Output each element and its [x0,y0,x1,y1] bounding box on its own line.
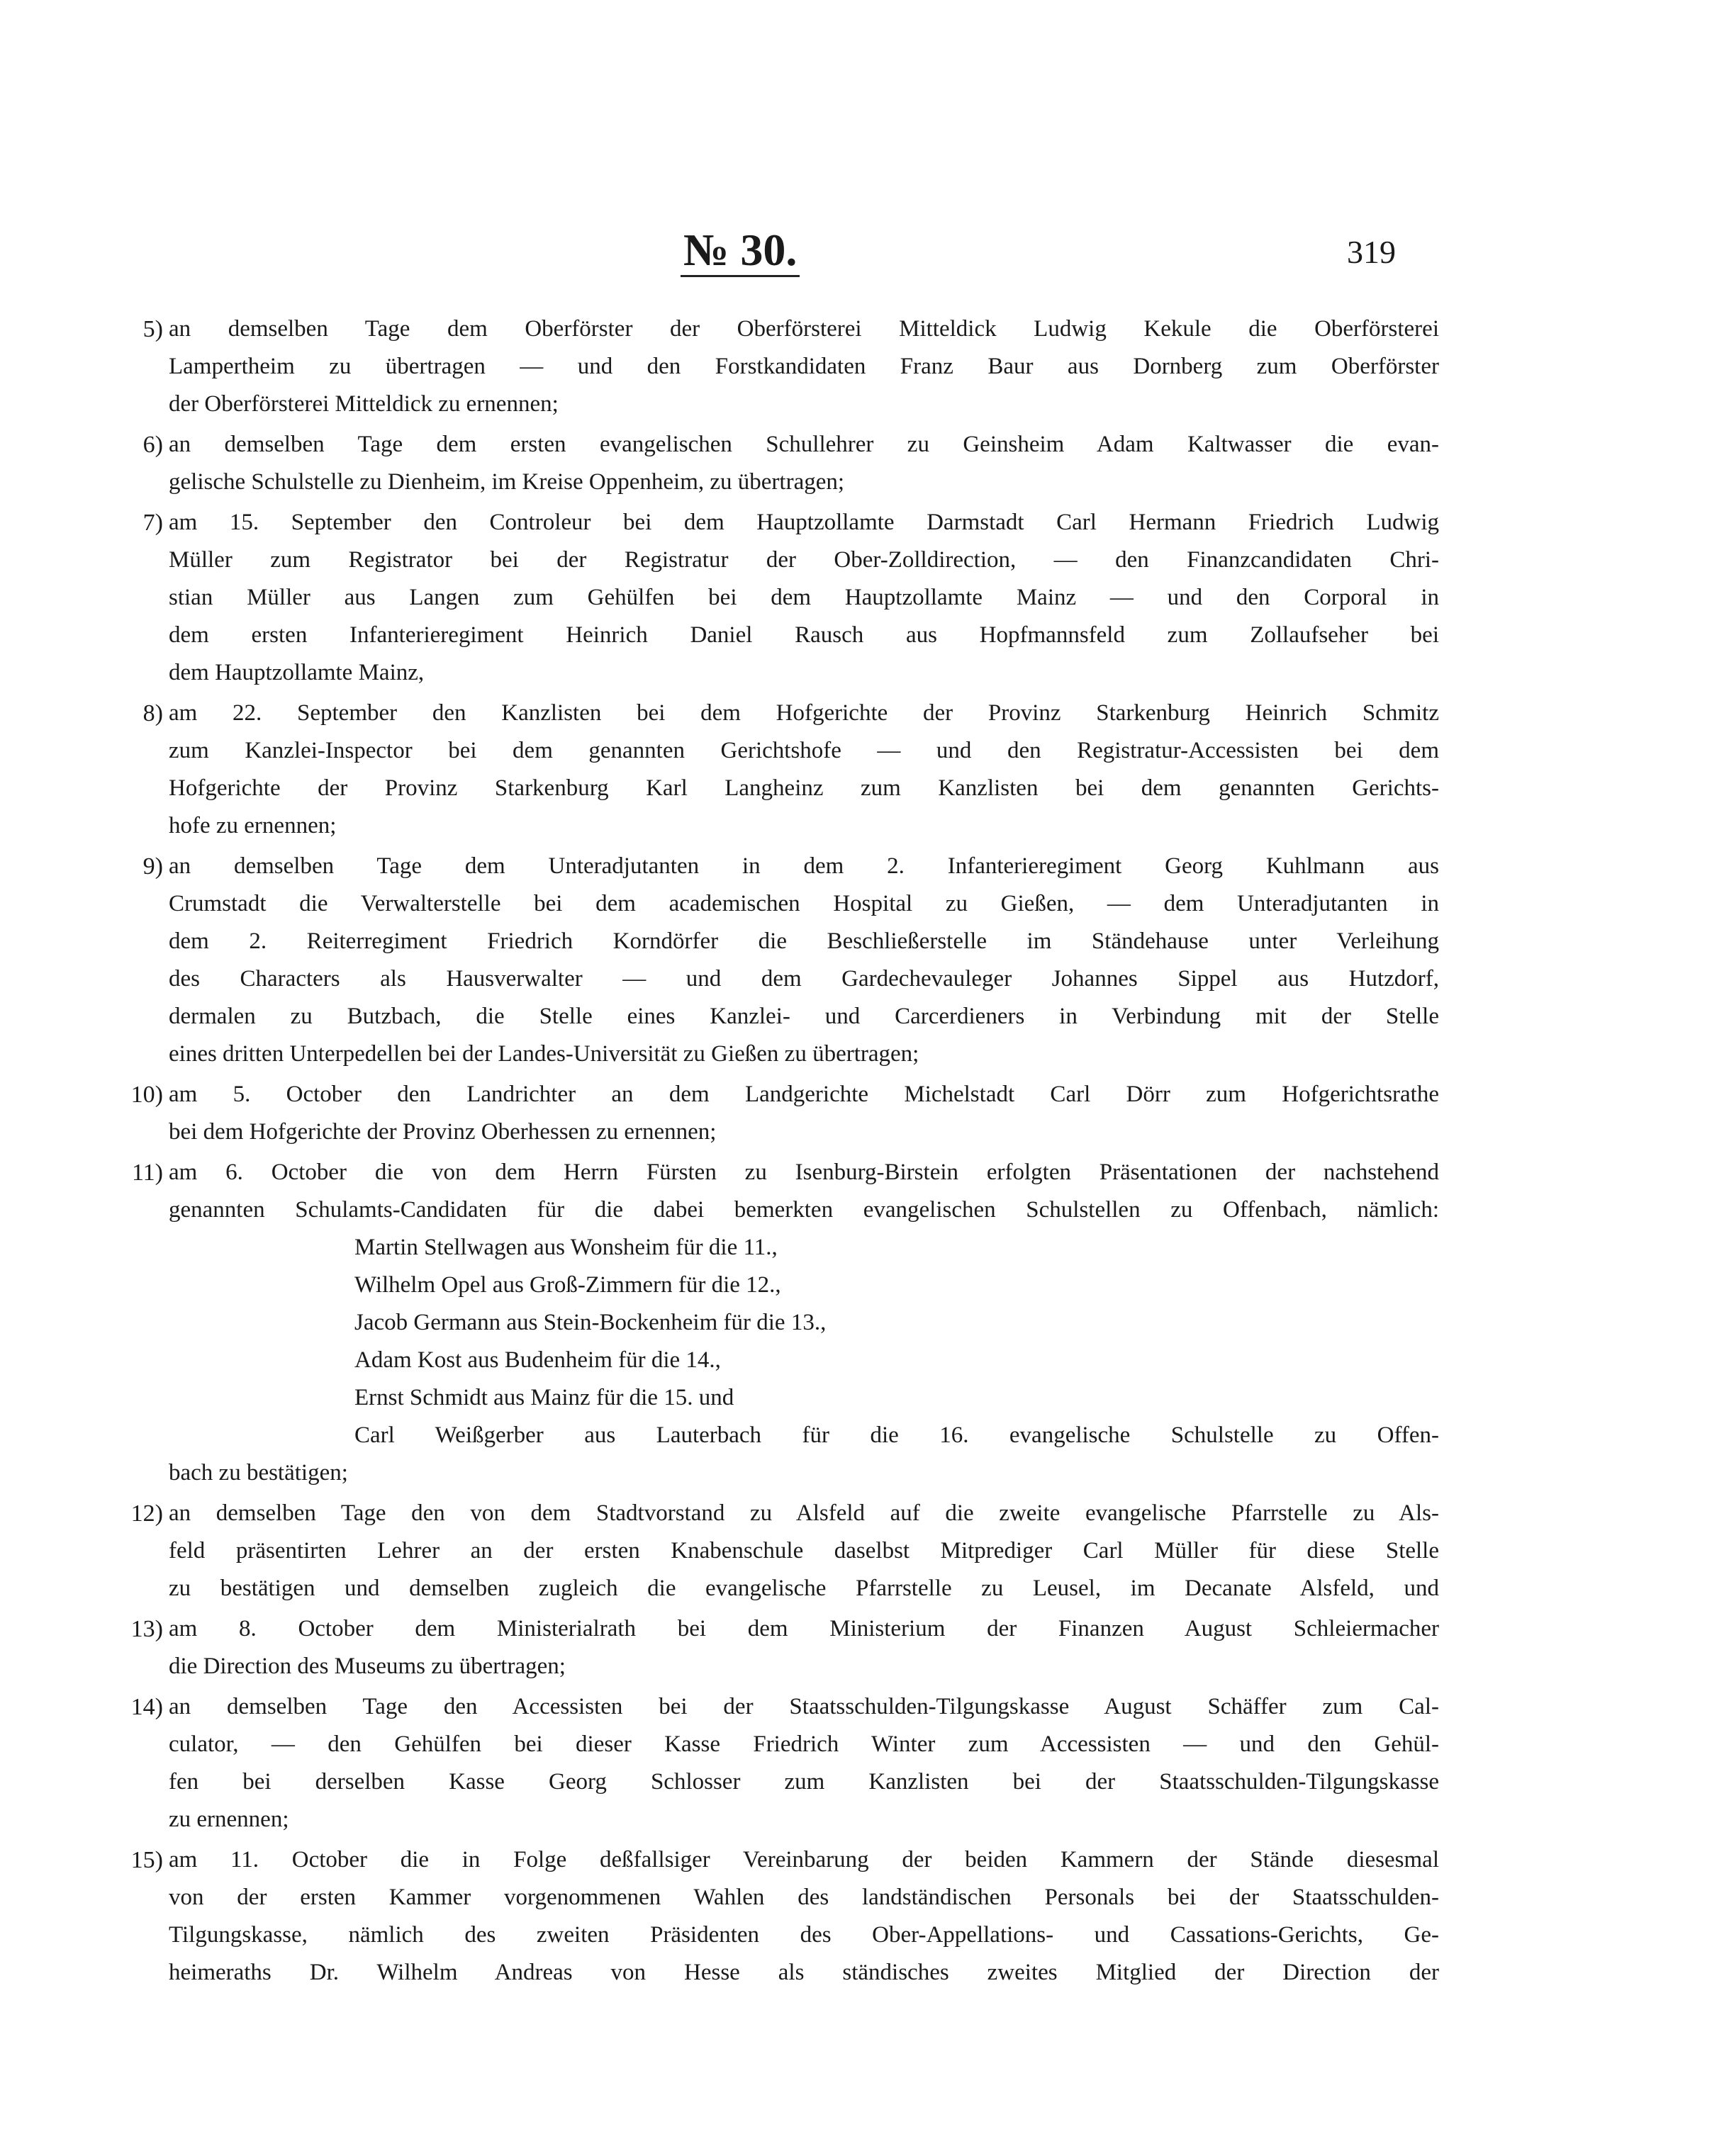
page-header [0,225,1729,282]
text-line: Müller zum Registrator bei der Registratur der Ober-Zolldirection, — den Finanzcandidaten Chri- [169,547,1439,573]
paragraph-number: 14) [130,1694,163,1720]
numbered-paragraph [113,1154,1439,1492]
text-line: am 6. October die von dem Herrn Fürsten zu Isenburg-Birstein erfolgten Präsentationen der nachstehend [169,1160,1439,1185]
text-line: Lampertheim zu übertragen — und den Forstkandidaten Franz Baur aus Dornberg zum Oberförster [169,354,1439,379]
numbered-paragraph [113,310,1439,423]
text-line: Ernst Schmidt aus Mainz für die 15. und [354,1385,734,1410]
paragraph-number: 8) [142,700,163,726]
text-line: dermalen zu Butzbach, die Stelle eines Kanzlei- und Carcerdieners in Verbindung mit der Stelle [169,1004,1439,1029]
text-line: feld präsentirten Lehrer an der ersten Knabenschule daselbst Mitprediger Carl Müller für diese Stelle [169,1538,1439,1563]
text-line: an demselben Tage dem Oberförster der Oberförsterei Mitteldick Ludwig Kekule die Oberförsterei [169,316,1439,342]
numbered-paragraph [113,1076,1439,1151]
text-line: hofe zu ernennen; [169,813,337,838]
text-line: Jacob Germann aus Stein-Bockenheim für die 13., [354,1310,827,1335]
text-line: bach zu bestätigen; [169,1460,348,1486]
text-line: fen bei derselben Kasse Georg Schlosser zum Kanzlisten bei der Staatsschulden-Tilgungskasse [169,1769,1439,1795]
text-line: des Characters als Hausverwalter — und dem Gardechevauleger Johannes Sippel aus Hutzdorf, [169,966,1439,992]
text-line: dem Hauptzollamte Mainz, [169,660,425,685]
numbered-paragraph [113,1610,1439,1685]
paragraph-number: 12) [130,1500,163,1527]
page-number: 319 [1347,234,1396,270]
text-line: am 11. October die in Folge deßfallsiger Vereinbarung der beiden Kammern der Stände diesesmal [169,1847,1439,1873]
text-line: an demselben Tage dem ersten evangelischen Schullehrer zu Geinsheim Adam Kaltwasser die evan- [169,432,1439,457]
text-line: an demselben Tage dem Unteradjutanten in dem 2. Infanterieregiment Georg Kuhlmann aus [169,853,1439,879]
paragraph-number: 10) [130,1082,163,1108]
paragraph-number: 7) [142,510,163,536]
paragraph-number: 15) [130,1847,163,1873]
text-line: an demselben Tage den Accessisten bei der Staatsschulden-Tilgungskasse August Schäffer zum Cal- [169,1694,1439,1719]
text-line: der Oberförsterei Mitteldick zu ernennen; [169,391,559,417]
text-line: stian Müller aus Langen zum Gehülfen bei dem Hauptzollamte Mainz — und den Corporal in [169,585,1439,610]
numbered-paragraph [113,1688,1439,1838]
text-line: zu ernennen; [169,1807,289,1832]
text-line: dem 2. Reiterregiment Friedrich Korndörfer die Beschließerstelle im Ständehause unter Verleihung [169,928,1439,954]
text-line: die Direction des Museums zu übertragen; [169,1654,566,1679]
text-line: zu bestätigen und demselben zugleich die evangelische Pfarrstelle zu Leusel, im Decanate Alsfeld, und [169,1576,1439,1601]
text-line: von der ersten Kammer vorgenommenen Wahlen des landständischen Personals bei der Staatsschulden- [169,1885,1439,1910]
numbered-paragraph [113,848,1439,1073]
numbered-paragraph [113,1495,1439,1607]
document-body [113,310,1439,1994]
text-line: gelische Schulstelle zu Dienheim, im Kreise Oppenheim, zu übertragen; [169,469,845,495]
paragraph-number: 5) [142,316,163,342]
numbered-paragraph [113,695,1439,845]
text-line: culator, — den Gehülfen bei dieser Kasse Friedrich Winter zum Accessisten — und den Gehül- [169,1731,1439,1757]
text-line: am 22. September den Kanzlisten bei dem Hofgerichte der Provinz Starkenburg Heinrich Schmitz [169,700,1439,726]
paragraph-number: 11) [131,1160,163,1186]
text-line: an demselben Tage den von dem Stadtvorstand zu Alsfeld auf die zweite evangelische Pfarrstelle zu Als- [169,1500,1439,1526]
text-line: Hofgerichte der Provinz Starkenburg Karl Langheinz zum Kanzlisten bei dem genannten Gerichts- [169,775,1439,801]
paragraph-number: 13) [130,1616,163,1642]
numbered-paragraph [113,426,1439,501]
text-line: am 15. September den Controleur bei dem Hauptzollamte Darmstadt Carl Hermann Friedrich Ludwig [169,510,1439,535]
text-line: am 8. October dem Ministerialrath bei dem Ministerium der Finanzen August Schleiermacher [169,1616,1439,1641]
text-line: Crumstadt die Verwalterstelle bei dem academischen Hospital zu Gießen, — dem Unteradjutanten in [169,891,1439,916]
text-line: Carl Weißgerber aus Lauterbach für die 16. evangelische Schulstelle zu Offen- [354,1422,1439,1448]
text-line: dem ersten Infanterieregiment Heinrich Daniel Rausch aus Hopfmannsfeld zum Zollaufseher bei [169,622,1439,648]
numbered-paragraph [113,504,1439,692]
paragraph-number: 9) [142,853,163,880]
numbered-paragraph [113,1841,1439,1992]
paragraph-number: 6) [142,432,163,458]
text-line: Wilhelm Opel aus Groß-Zimmern für die 12., [354,1272,781,1298]
text-line: eines dritten Unterpedellen bei der Landes-Universität zu Gießen zu übertragen; [169,1041,919,1067]
text-line: Tilgungskasse, nämlich des zweiten Präsidenten des Ober-Appellations- und Cassations-Gerichts, Ge- [169,1922,1439,1948]
text-line: bei dem Hofgerichte der Provinz Oberhessen zu ernennen; [169,1119,717,1145]
text-line: Martin Stellwagen aus Wonsheim für die 11., [354,1235,778,1260]
text-line: am 5. October den Landrichter an dem Landgerichte Michelstadt Carl Dörr zum Hofgerichtsrathe [169,1082,1439,1107]
text-line: zum Kanzlei-Inspector bei dem genannten Gerichtshofe — und den Registratur-Accessisten bei dem [169,738,1439,763]
issue-number: № 30. [681,225,800,277]
text-line: Adam Kost aus Budenheim für die 14., [354,1347,721,1373]
text-line: heimeraths Dr. Wilhelm Andreas von Hesse als ständisches zweites Mitglied der Direction der [169,1960,1439,1985]
text-line: genannten Schulamts-Candidaten für die dabei bemerkten evangelischen Schulstellen zu Offenbach, nämlich: [169,1197,1439,1223]
